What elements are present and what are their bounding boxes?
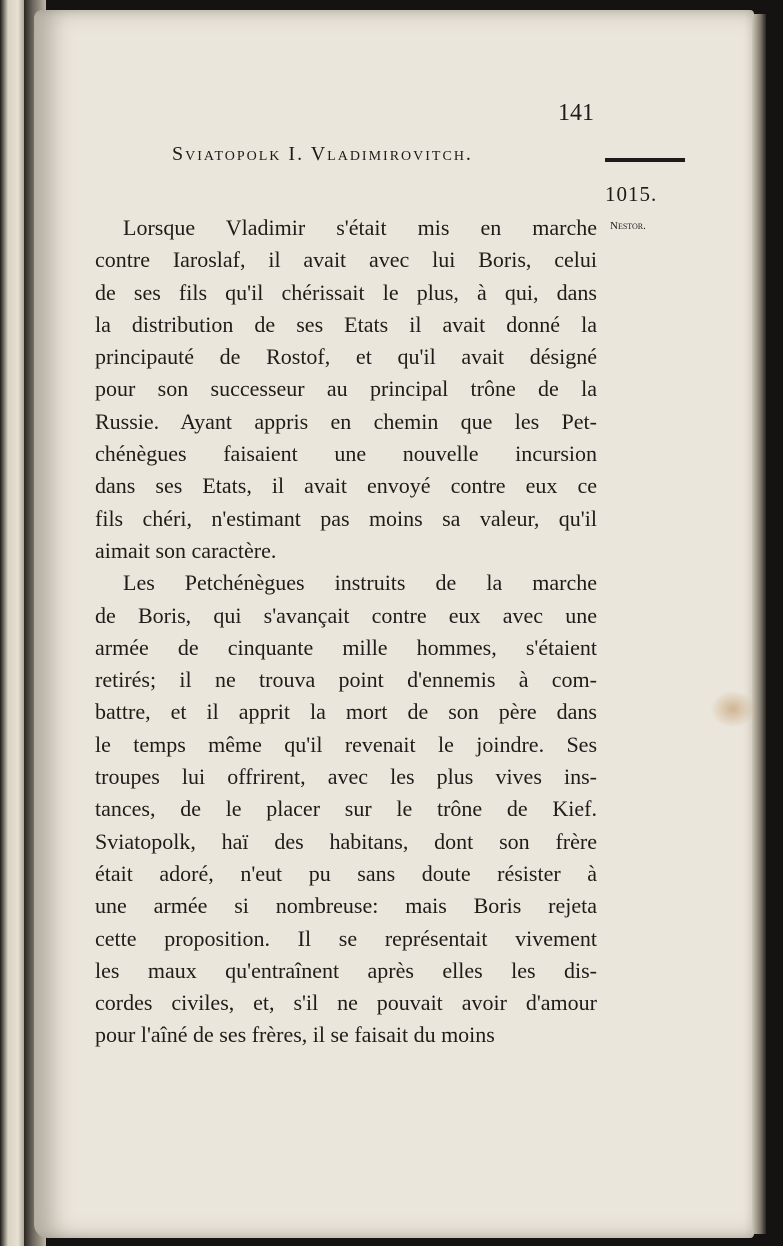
text-line: chénègues faisaient une nouvelle incursion	[95, 441, 597, 467]
text-line: pour l'aîné de ses frères, il se faisait du moins	[95, 1022, 495, 1048]
text-line: Russie. Ayant appris en chemin que les Pet-	[95, 408, 597, 434]
text-line: principauté de Rostof, et qu'il avait désigné	[95, 344, 597, 370]
text-line: dans ses Etats, il avait envoyé contre eux ce	[95, 473, 597, 499]
header-rule	[605, 158, 685, 162]
running-head: Sviatopolk I. Vladimirovitch.	[172, 143, 473, 165]
paper-stain	[710, 690, 756, 728]
facing-page-edge	[0, 0, 26, 1246]
text-line: armée de cinquante mille hommes, s'étaient	[95, 634, 597, 660]
text-line: tances, de le placer sur le trône de Kief.	[95, 796, 597, 822]
text-line: était adoré, n'eut pu sans doute résister à	[95, 860, 597, 886]
text-line: fils chéri, n'estimant pas moins sa valeur, qu'il	[95, 505, 597, 531]
text-line: troupes lui offrirent, avec les plus vives ins-	[95, 764, 597, 790]
text-line: cette proposition. Il se représentait vivement	[95, 925, 597, 951]
paragraph-2	[95, 567, 597, 1051]
body-text	[95, 212, 597, 1052]
text-line: les maux qu'entraînent après elles les dis-	[95, 957, 597, 983]
margin-year: 1015.	[605, 182, 658, 206]
text-line: Sviatopolk, haï des habitans, dont son frère	[95, 828, 597, 854]
text-line: battre, et il apprit la mort de son père dans	[95, 699, 597, 725]
margin-source-note: Nestor.	[610, 220, 646, 232]
text-line: la distribution de ses Etats il avait donné la	[95, 311, 597, 337]
text-line: retirés; il ne trouva point d'ennemis à com-	[95, 667, 597, 693]
text-line: cordes civiles, et, s'il ne pouvait avoir d'amour	[95, 990, 597, 1016]
text-line: aimait son caractère.	[95, 537, 277, 563]
paragraph-1	[95, 212, 597, 567]
text-line: de Boris, qui s'avançait contre eux avec une	[95, 602, 597, 628]
page-stack-edge	[752, 14, 766, 1234]
text-line: une armée si nombreuse: mais Boris rejeta	[95, 893, 597, 919]
text-line: de ses fils qu'il chérissait le plus, à qui, dans	[95, 279, 597, 305]
text-line: Lorsque Vladimir s'était mis en marche	[123, 215, 597, 240]
text-line: le temps même qu'il revenait le joindre. Ses	[95, 731, 597, 757]
page-number: 141	[558, 100, 594, 126]
text-line: contre Iaroslaf, il avait avec lui Boris, celui	[95, 247, 597, 273]
text-line: Les Petchénègues instruits de la marche	[123, 570, 597, 596]
text-line: pour son successeur au principal trône de la	[95, 376, 597, 402]
